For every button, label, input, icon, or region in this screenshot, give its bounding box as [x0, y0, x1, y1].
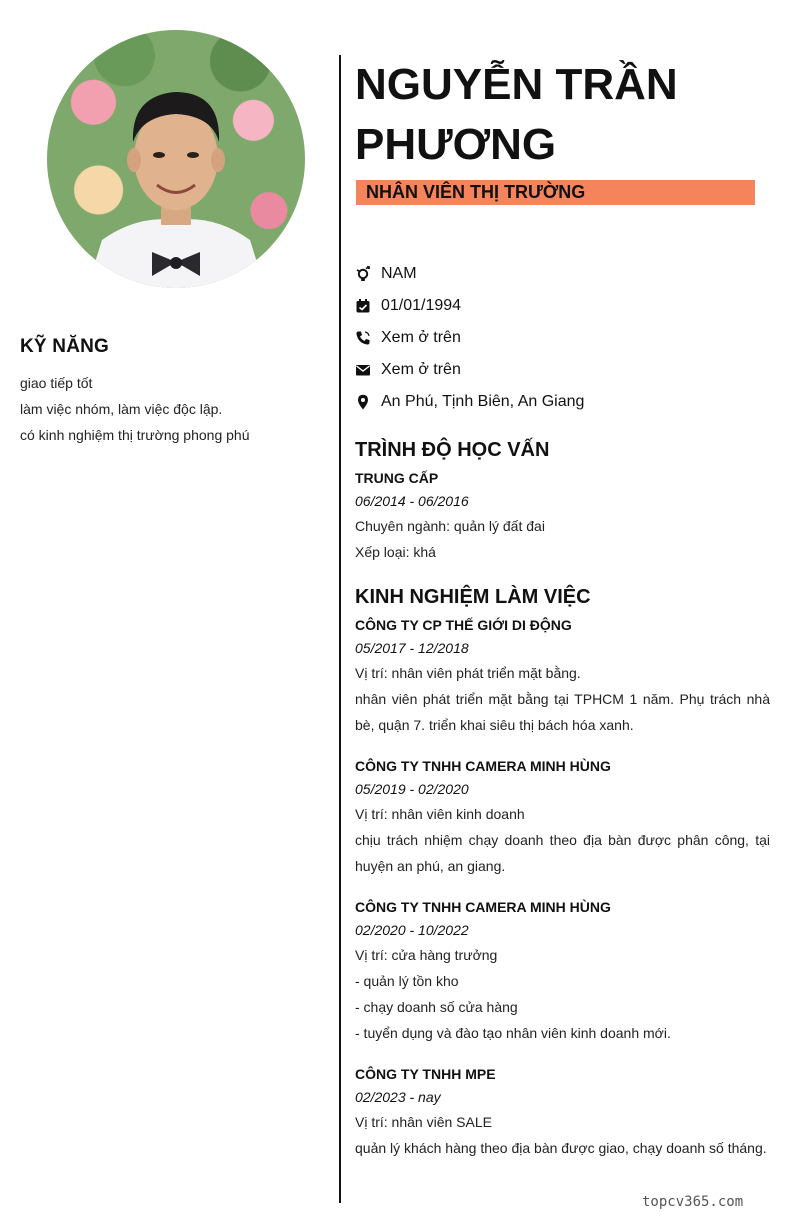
mail-icon	[355, 362, 371, 378]
experience-company: CÔNG TY CP THẾ GIỚI DI ĐỘNG	[355, 617, 572, 633]
experience-line: Vị trí: nhân viên phát triển mặt bằng.	[355, 665, 581, 681]
experience-date: 05/2017 - 12/2018	[355, 640, 469, 656]
experience-line: - quản lý tồn kho	[355, 973, 459, 989]
contact-gender	[355, 258, 584, 290]
education-title: TRÌNH ĐỘ HỌC VẤN	[355, 439, 550, 461]
candidate-name: NGUYỄN TRẦN PHƯƠNG	[355, 60, 678, 169]
contact-email	[355, 354, 584, 386]
contact-phone	[355, 322, 584, 354]
profile-photo	[47, 30, 305, 288]
experience-entry	[355, 896, 770, 1046]
calendar-icon	[355, 298, 371, 314]
skill-item: giao tiếp tốt	[20, 375, 93, 391]
experience-entry	[355, 1063, 770, 1161]
column-divider	[339, 55, 341, 1203]
education-line: Xếp loại: khá	[355, 544, 436, 560]
contact-list	[355, 258, 584, 418]
skill-item: có kinh nghiệm thị trường phong phú	[20, 427, 250, 443]
experience-line: - chạy doanh số cửa hàng	[355, 999, 518, 1015]
experience-entry	[355, 755, 770, 879]
education-date: 06/2014 - 06/2016	[355, 493, 469, 509]
experience-date: 05/2019 - 02/2020	[355, 781, 469, 797]
experience-company: CÔNG TY TNHH CAMERA MINH HÙNG	[355, 899, 611, 915]
contact-address	[355, 386, 584, 418]
skill-item: làm việc nhóm, làm việc độc lập.	[20, 401, 223, 417]
education-section	[355, 437, 770, 565]
experience-company: CÔNG TY TNHH CAMERA MINH HÙNG	[355, 758, 611, 774]
experience-line: Vị trí: cửa hàng trưởng	[355, 947, 498, 963]
skills-list	[20, 370, 249, 448]
location-icon	[355, 394, 371, 410]
experience-line: nhân viên phát triển mặt bằng tại TPHCM 1 năm. Phụ trách nhà bè, quận 7. triển khai siêu thị bách hóa xanh.	[355, 691, 770, 733]
contact-birthday-value: 01/01/1994	[381, 297, 462, 314]
experience-line: chịu trách nhiệm chạy doanh theo địa bàn được phân công, tại huyện an phú, an giang.	[355, 832, 770, 874]
experience-entry	[355, 614, 770, 738]
phone-icon	[355, 330, 371, 346]
avatar	[47, 30, 305, 288]
education-school: TRUNG CẤP	[355, 470, 439, 486]
education-line: Chuyên ngành: quản lý đất đai	[355, 518, 545, 534]
skills-title: KỸ NĂNG	[20, 336, 110, 357]
experience-line: Vị trí: nhân viên SALE	[355, 1114, 492, 1130]
experience-section	[355, 584, 770, 1161]
experience-line: Vị trí: nhân viên kinh doanh	[355, 806, 525, 822]
experience-title: KINH NGHIỆM LÀM VIỆC	[355, 586, 591, 608]
contact-address-value: An Phú, Tịnh Biên, An Giang	[381, 393, 585, 410]
experience-line: - tuyển dụng và đào tạo nhân viên kinh doanh mới.	[355, 1025, 671, 1041]
contact-birthday	[355, 290, 584, 322]
footer-watermark: topcv365.com	[642, 1194, 744, 1210]
experience-company: CÔNG TY TNHH MPE	[355, 1066, 496, 1082]
experience-line: quản lý khách hàng theo địa bàn được giao, chạy doanh số tháng.	[355, 1140, 767, 1156]
gender-icon	[355, 266, 371, 282]
job-title-banner	[356, 180, 755, 205]
experience-date: 02/2020 - 10/2022	[355, 922, 469, 938]
job-title: NHÂN VIÊN THỊ TRƯỜNG	[366, 182, 586, 202]
contact-gender-value: NAM	[381, 265, 417, 282]
contact-email-value: Xem ở trên	[381, 361, 461, 378]
experience-date: 02/2023 - nay	[355, 1089, 441, 1105]
contact-phone-value: Xem ở trên	[381, 329, 461, 346]
